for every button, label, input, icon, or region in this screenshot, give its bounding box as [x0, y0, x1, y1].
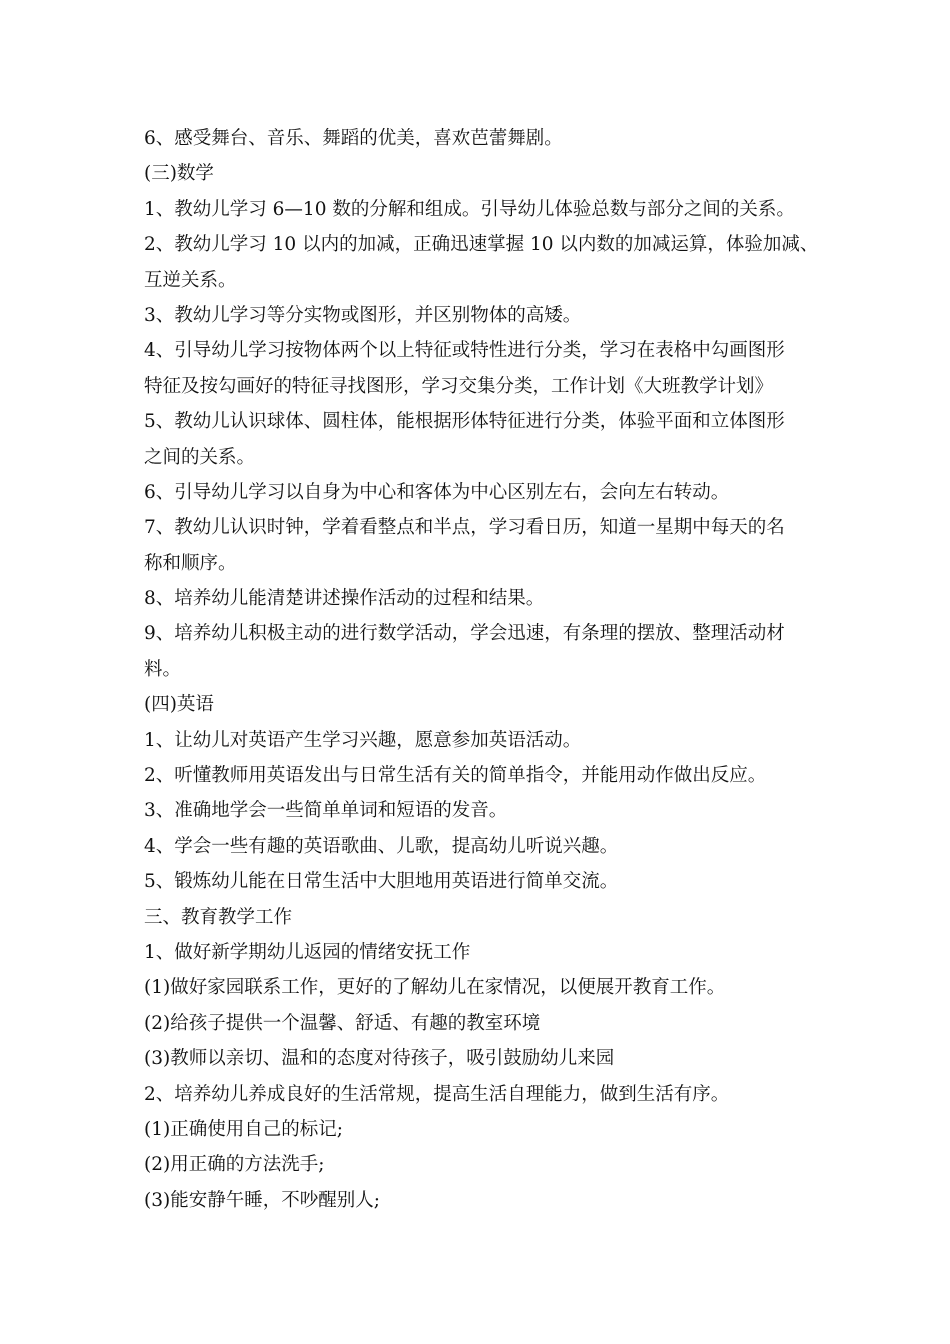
section-heading: (三)数学	[144, 163, 214, 185]
text-line: 2、听懂教师用英语发出与日常生活有关的简单指令，并能用动作做出反应。	[144, 765, 767, 787]
text-line: 1、教幼儿学习 6—10 数的分解和组成。引导幼儿体验总数与部分之间的关系。	[144, 198, 795, 220]
text-line: 5、锻炼幼儿能在日常生活中大胆地用英语进行简单交流。	[144, 871, 619, 893]
text-line: 3、准确地学会一些简单单词和短语的发音。	[144, 800, 508, 822]
text-line: 7、教幼儿认识时钟，学着看整点和半点，学习看日历，知道一星期中每天的名	[144, 517, 785, 539]
text-line: 9、培养幼儿积极主动的进行数学活动，学会迅速，有条理的摆放、整理活动材	[144, 623, 785, 645]
text-line: 料。	[144, 658, 182, 680]
text-line: (3)教师以亲切、温和的态度对待孩子，吸引鼓励幼儿来园	[144, 1048, 615, 1070]
section-heading: (四)英语	[144, 694, 214, 716]
text-line: 6、感受舞台、音乐、舞蹈的优美，喜欢芭蕾舞剧。	[144, 128, 563, 149]
text-line: 2、教幼儿学习 10 以内的加减，正确迅速掌握 10 以内数的加减运算，体验加减、	[144, 234, 819, 256]
text-line: 4、学会一些有趣的英语歌曲、儿歌，提高幼儿听说兴趣。	[144, 835, 619, 857]
text-line: (2)用正确的方法洗手;	[144, 1154, 325, 1176]
text-line: 3、教幼儿学习等分实物或图形，并区别物体的高矮。	[144, 304, 582, 326]
text-line: (3)能安静午睡，不吵醒别人;	[144, 1189, 380, 1211]
text-line: 称和顺序。	[144, 552, 237, 574]
text-line: (2)给孩子提供一个温馨、舒适、有趣的教室环境	[144, 1012, 541, 1034]
document-body	[144, 121, 834, 1218]
text-line: 4、引导幼儿学习按物体两个以上特征或特性进行分类，学习在表格中勾画图形	[144, 340, 785, 362]
text-line: 8、培养幼儿能清楚讲述操作活动的过程和结果。	[144, 588, 545, 610]
text-line: 2、培养幼儿养成良好的生活常规，提高生活自理能力，做到生活有序。	[144, 1083, 730, 1105]
text-line: 1、做好新学期幼儿返园的情绪安抚工作	[144, 941, 471, 963]
text-line: 6、引导幼儿学习以自身为中心和客体为中心区别左右，会向左右转动。	[144, 481, 730, 503]
text-line: (1)做好家园联系工作，更好的了解幼儿在家情况，以便展开教育工作。	[144, 977, 726, 999]
text-line: 之间的关系。	[144, 446, 256, 468]
text-line: 互逆关系。	[144, 269, 237, 291]
text-line: (1)正确使用自己的标记;	[144, 1118, 343, 1140]
text-line: 1、让幼儿对英语产生学习兴趣，愿意参加英语活动。	[144, 729, 582, 751]
text-line: 特征及按勾画好的特征寻找图形，学习交集分类，工作计划《大班教学计划》	[144, 375, 774, 397]
text-line: 5、教幼儿认识球体、圆柱体，能根据形体特征进行分类，体验平面和立体图形	[144, 411, 785, 433]
section-heading: 三、教育教学工作	[144, 906, 293, 928]
